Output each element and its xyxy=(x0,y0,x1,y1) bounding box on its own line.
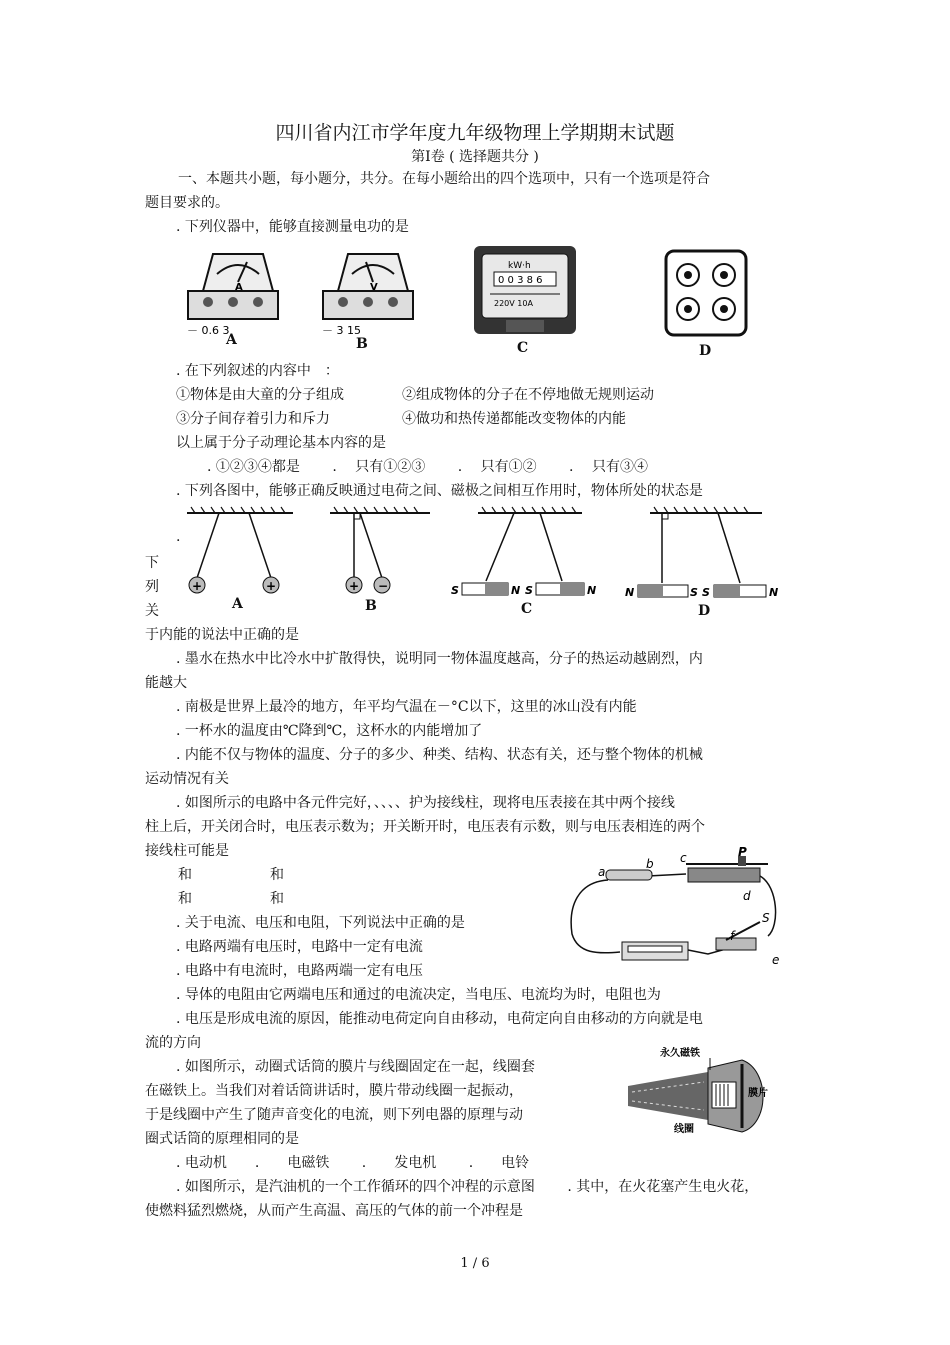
pole-1: N xyxy=(625,586,635,599)
q5-option-2: 和 xyxy=(270,867,284,883)
question-6: . 关于电流、电压和电阻，下列说法中正确的是 xyxy=(176,915,465,931)
terminal-a: a xyxy=(598,865,606,879)
question-7-line-4: 圈式话筒的原理相同的是 xyxy=(145,1131,299,1147)
charge-right: − xyxy=(378,579,389,593)
page-title: 四川省内江市学年度九年级物理上学期期末试题 xyxy=(275,122,675,144)
question-5-line-1: . 如图所示的电路中各元件完好，、、、、护为接线柱，现将电压表接在其中两个接线 xyxy=(176,795,675,811)
instrument-caption-d: D xyxy=(699,343,712,359)
question-1: . 下列仪器中，能够直接测量电功的是 xyxy=(176,219,409,235)
terminal-labels: － 3 15 xyxy=(322,324,361,337)
question-4: 于内能的说法中正确的是 xyxy=(145,627,299,643)
label-coil: 线圈 xyxy=(674,1124,694,1135)
question-2: . 在下列叙述的内容中 ： xyxy=(176,363,339,379)
terminal-c: c xyxy=(680,851,687,865)
pendulum-figure-d xyxy=(622,505,782,600)
pendulum-figure-a xyxy=(185,505,295,600)
charge-left: + xyxy=(192,579,203,593)
meter-letter: V xyxy=(370,282,378,293)
instrument-ammeter-figure xyxy=(183,246,283,346)
terminal-f: f xyxy=(730,929,735,943)
microphone-figure xyxy=(624,1046,774,1138)
pendulum-caption-b: B xyxy=(365,598,377,614)
terminal-labels: － 0.6 3 xyxy=(187,324,230,337)
slider-p: P xyxy=(738,846,747,859)
q3-dot: . xyxy=(176,529,181,545)
label-membrane: 膜片 xyxy=(748,1088,768,1099)
q4-option-a-line-1: . 墨水在热水中比冷水中扩散得快，说明同一物体温度越高，分子的热运动越剧烈，内 xyxy=(176,651,703,667)
q2-options: . ①②③④都是 . 只有①②③ . 只有①② . 只有③④ xyxy=(207,459,648,475)
q7-options: . 电动机 . 电磁铁 . 发电机 . 电铃 xyxy=(176,1155,530,1171)
pendulum-caption-a: A xyxy=(232,596,243,612)
switch-s: S xyxy=(762,911,770,925)
intro-line-2: 题目要求的。 xyxy=(145,195,229,211)
q6-option-b: . 电路中有电流时，电路两端一定有电压 xyxy=(176,963,423,979)
charge-left: + xyxy=(349,579,360,593)
pole-1: S xyxy=(451,584,459,597)
pole-3: S xyxy=(702,586,710,599)
pendulum-figure-b xyxy=(328,505,432,600)
q4-vertical-char-2: 列 xyxy=(145,579,159,595)
instrument-caption-a: A xyxy=(226,332,237,348)
instrument-resistance-box-figure xyxy=(664,249,748,337)
section-subtitle: 第Ⅰ卷 ( 选择题共分 ) xyxy=(411,149,539,165)
instrument-energy-meter-figure xyxy=(472,244,578,336)
circuit-figure xyxy=(568,846,788,968)
q4-vertical-char-1: 下 xyxy=(145,555,159,571)
question-7-line-1: . 如图所示，动圈式话筒的膜片与线圈固定在一起，线圈套 xyxy=(176,1059,535,1075)
q6-option-a: . 电路两端有电压时，电路中一定有电流 xyxy=(176,939,423,955)
q6-option-d-line-1: . 电压是形成电流的原因，能推动电荷定向自由移动，电荷定向自由移动的方向就是电 xyxy=(176,1011,703,1027)
pole-2: N xyxy=(511,584,521,597)
pole-3: S xyxy=(525,584,533,597)
question-3: . 下列各图中，能够正确反映通过电荷之间、磁极之间相互作用时，物体所处的状态是 xyxy=(176,483,703,499)
q6-option-d-line-2: 流的方向 xyxy=(145,1035,201,1051)
pole-4: N xyxy=(587,584,597,597)
q4-option-b: . 南极是世界上最冷的地方，年平均气温在－°C以下，这里的冰山没有内能 xyxy=(176,699,637,715)
terminal-b: b xyxy=(646,857,654,871)
q4-option-a-line-2: 能越大 xyxy=(145,675,187,691)
instrument-voltmeter-figure xyxy=(318,246,418,346)
pole-4: N xyxy=(769,586,779,599)
q5-option-1: 和 xyxy=(178,867,192,883)
meter-letter: A xyxy=(235,282,243,293)
question-8-line-2: 使燃料猛烈燃烧，从而产生高温、高压的气体的前一个冲程是 xyxy=(145,1203,523,1219)
question-8-line-1: . 如图所示，是汽油机的一个工作循环的四个冲程的示意图 . 其中，在火花塞产生电火花， xyxy=(176,1179,759,1195)
meter-rating: 220V 10A xyxy=(494,299,533,308)
page-number: 1 / 6 xyxy=(460,1256,490,1271)
instrument-caption-c: C xyxy=(517,340,529,356)
q6-option-c: . 导体的电阻由它两端电压和通过的电流决定，当电压、电流均为时，电阻也为 xyxy=(176,987,661,1003)
pendulum-caption-d: D xyxy=(698,603,711,619)
meter-reading: 0 0 3 8 6 xyxy=(498,275,543,286)
q5-option-4: 和 xyxy=(270,891,284,907)
meter-unit: kW·h xyxy=(508,261,531,271)
question-5-line-2: 柱上后，开关闭合时，电压表示数为；开关断开时，电压表有示数，则与电压表相连的两个 xyxy=(145,819,705,835)
q4-option-c: . 一杯水的温度由℃降到℃，这杯水的内能增加了 xyxy=(176,723,483,739)
question-7-line-2: 在磁铁上。当我们对着话筒讲话时，膜片带动线圈一起振动， xyxy=(145,1083,523,1099)
q2-statement-3: ③分子间存着引力和斥力 xyxy=(176,411,330,427)
q2-statement-1: ①物体是由大童的分子组成 xyxy=(176,387,344,403)
q2-statement-2: ②组成物体的分子在不停地做无规则运动 xyxy=(402,387,654,403)
charge-right: + xyxy=(266,579,277,593)
instrument-caption-b: B xyxy=(356,336,368,352)
terminal-d: d xyxy=(743,889,751,903)
terminal-e: e xyxy=(772,953,780,967)
q4-vertical-char-3: 关 xyxy=(145,603,159,619)
q4-option-d-line-1: . 内能不仅与物体的温度、分子的多少、种类、结构、状态有关，还与整个物体的机械 xyxy=(176,747,703,763)
question-5-line-3: 接线柱可能是 xyxy=(145,843,229,859)
q4-option-d-line-2: 运动情况有关 xyxy=(145,771,229,787)
pendulum-caption-c: C xyxy=(521,601,533,617)
intro-line-1: 一、本题共小题，每小题分，共分。在每小题给出的四个选项中，只有一个选项是符合 xyxy=(178,171,710,187)
q2-question-stem: 以上属于分子动理论基本内容的是 xyxy=(176,435,386,451)
pole-2: S xyxy=(690,586,698,599)
label-magnet: 永久磁铁 xyxy=(660,1048,700,1059)
pendulum-figure-c xyxy=(450,505,600,600)
q5-option-3: 和 xyxy=(178,891,192,907)
q2-statement-4: ④做功和热传递都能改变物体的内能 xyxy=(402,411,626,427)
question-7-line-3: 于是线圈中产生了随声音变化的电流，则下列电器的原理与动 xyxy=(145,1107,523,1123)
